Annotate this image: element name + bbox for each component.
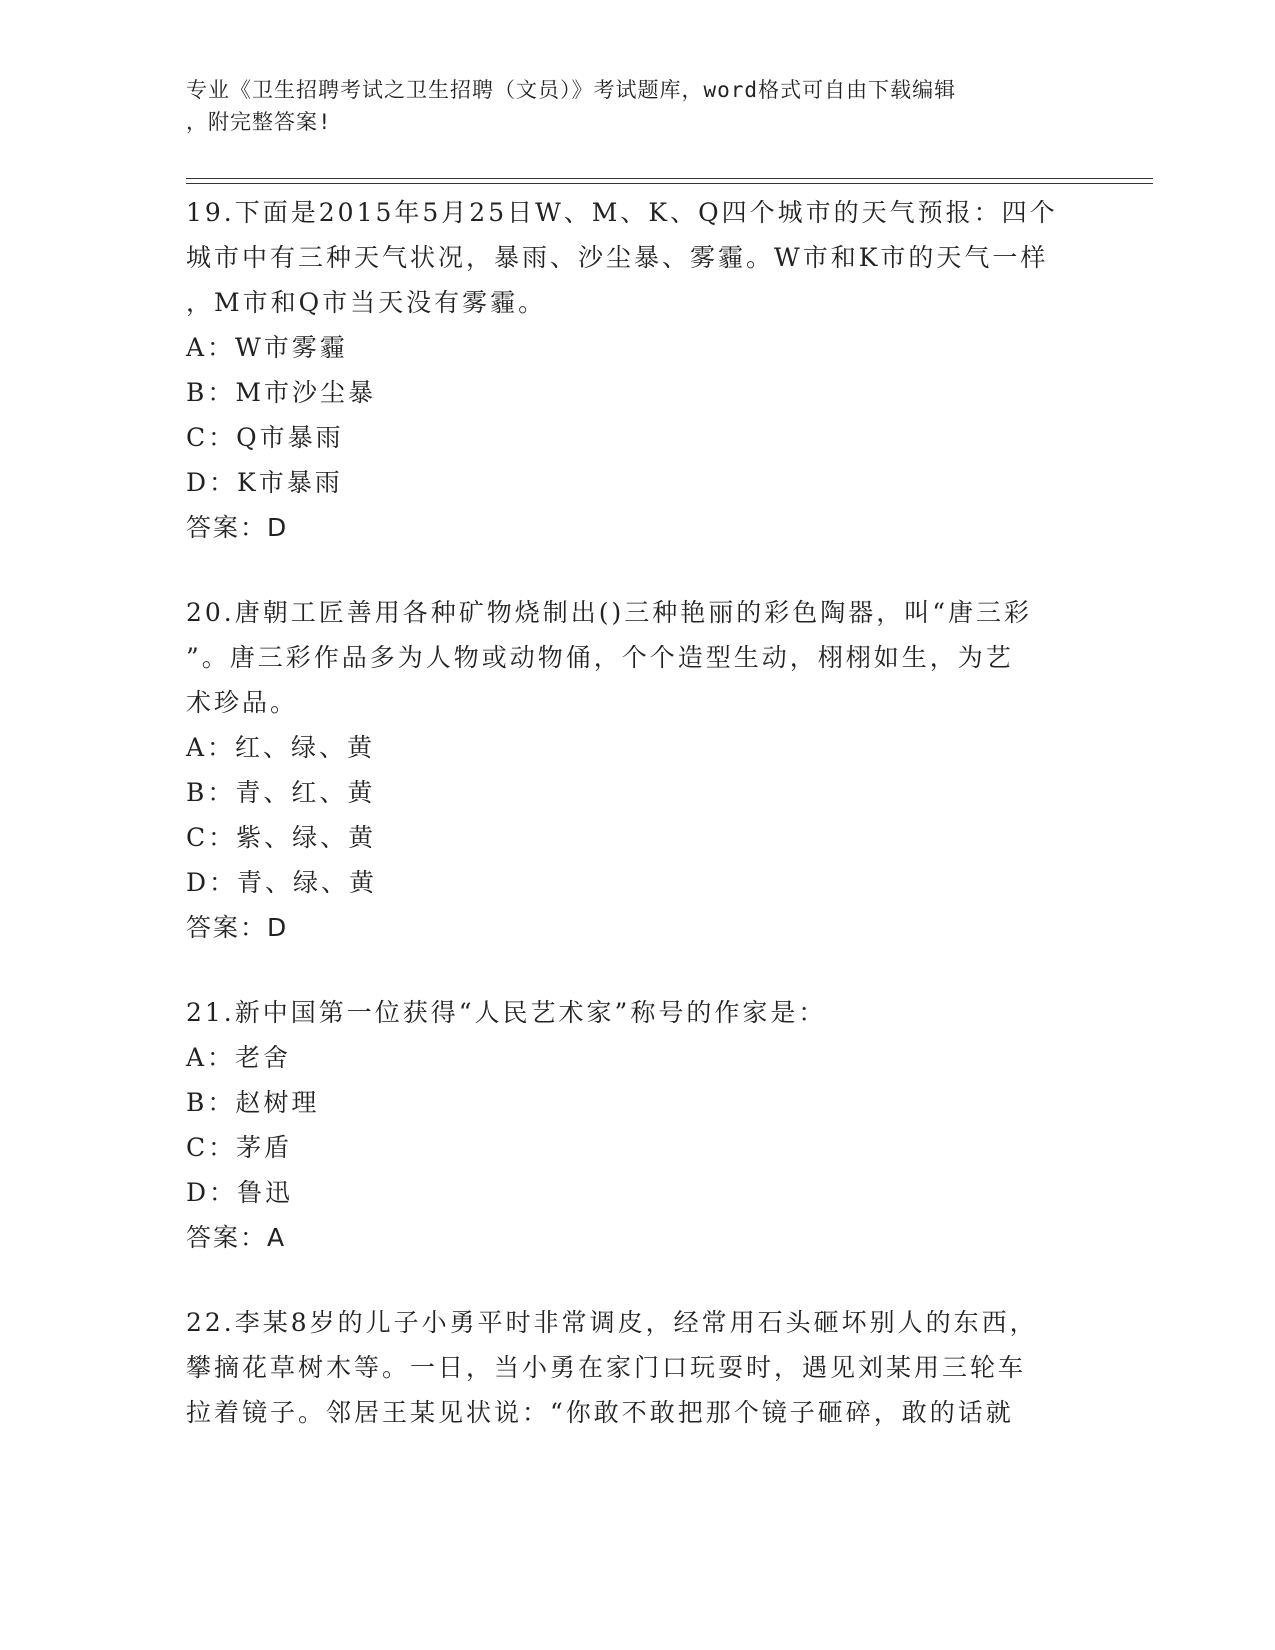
option-b: B：赵树理 — [186, 1088, 320, 1117]
question-21 — [186, 990, 1086, 1260]
question-stem-line: 术珍品。 — [186, 688, 299, 717]
question-stem-line: 22.李某8岁的儿子小勇平时非常调皮，经常用石头砸坏别人的东西， — [186, 1308, 1038, 1337]
answer: 答案：D — [186, 913, 289, 942]
option-c: C：茅盾 — [186, 1133, 293, 1162]
question-stem-line: 19.下面是2015年5月25日W、M、K、Q四个城市的天气预报：四个 — [186, 198, 1058, 227]
document-header — [186, 74, 1066, 138]
option-d: D：青、绿、黄 — [186, 868, 378, 897]
question-22 — [186, 1300, 1086, 1435]
option-c: C：Q市暴雨 — [186, 423, 344, 452]
question-stem-line: ，M市和Q市当天没有雾霾。 — [186, 288, 547, 317]
option-d: D：K市暴雨 — [186, 468, 343, 497]
header-line-1: 专业《卫生招聘考试之卫生招聘（文员）》考试题库，word格式可自由下载编辑 — [186, 78, 957, 102]
question-list — [186, 190, 1086, 1475]
option-b: B：M市沙尘暴 — [186, 378, 376, 407]
header-divider-bottom — [186, 183, 1153, 184]
header-line-2: ，附完整答案! — [186, 110, 332, 134]
question-stem-line: 21.新中国第一位获得“人民艺术家”称号的作家是： — [186, 998, 827, 1027]
answer: 答案：D — [186, 513, 289, 542]
answer: 答案：A — [186, 1223, 287, 1252]
question-19 — [186, 190, 1086, 550]
option-a: A：老舍 — [186, 1043, 292, 1072]
header-divider-top — [186, 178, 1153, 179]
question-20 — [186, 590, 1086, 950]
question-stem-line: ”。唐三彩作品多为人物或动物俑，个个造型生动，栩栩如生，为艺 — [186, 643, 1014, 672]
question-stem-line: 拉着镜子。邻居王某见状说：“你敢不敢把那个镜子砸碎，敢的话就 — [186, 1398, 1014, 1427]
option-a: A：W市雾霾 — [186, 333, 348, 362]
option-b: B：青、红、黄 — [186, 778, 376, 807]
question-stem-line: 城市中有三种天气状况，暴雨、沙尘暴、雾霾。W市和K市的天气一样 — [186, 243, 1049, 272]
option-a: A：红、绿、黄 — [186, 733, 376, 762]
option-d: D：鲁迅 — [186, 1178, 294, 1207]
question-stem-line: 20.唐朝工匠善用各种矿物烧制出()三种艳丽的彩色陶器，叫“唐三彩 — [186, 598, 1033, 627]
question-stem-line: 攀摘花草树木等。一日，当小勇在家门口玩耍时，遇见刘某用三轮车 — [186, 1353, 1027, 1382]
option-c: C：紫、绿、黄 — [186, 823, 377, 852]
